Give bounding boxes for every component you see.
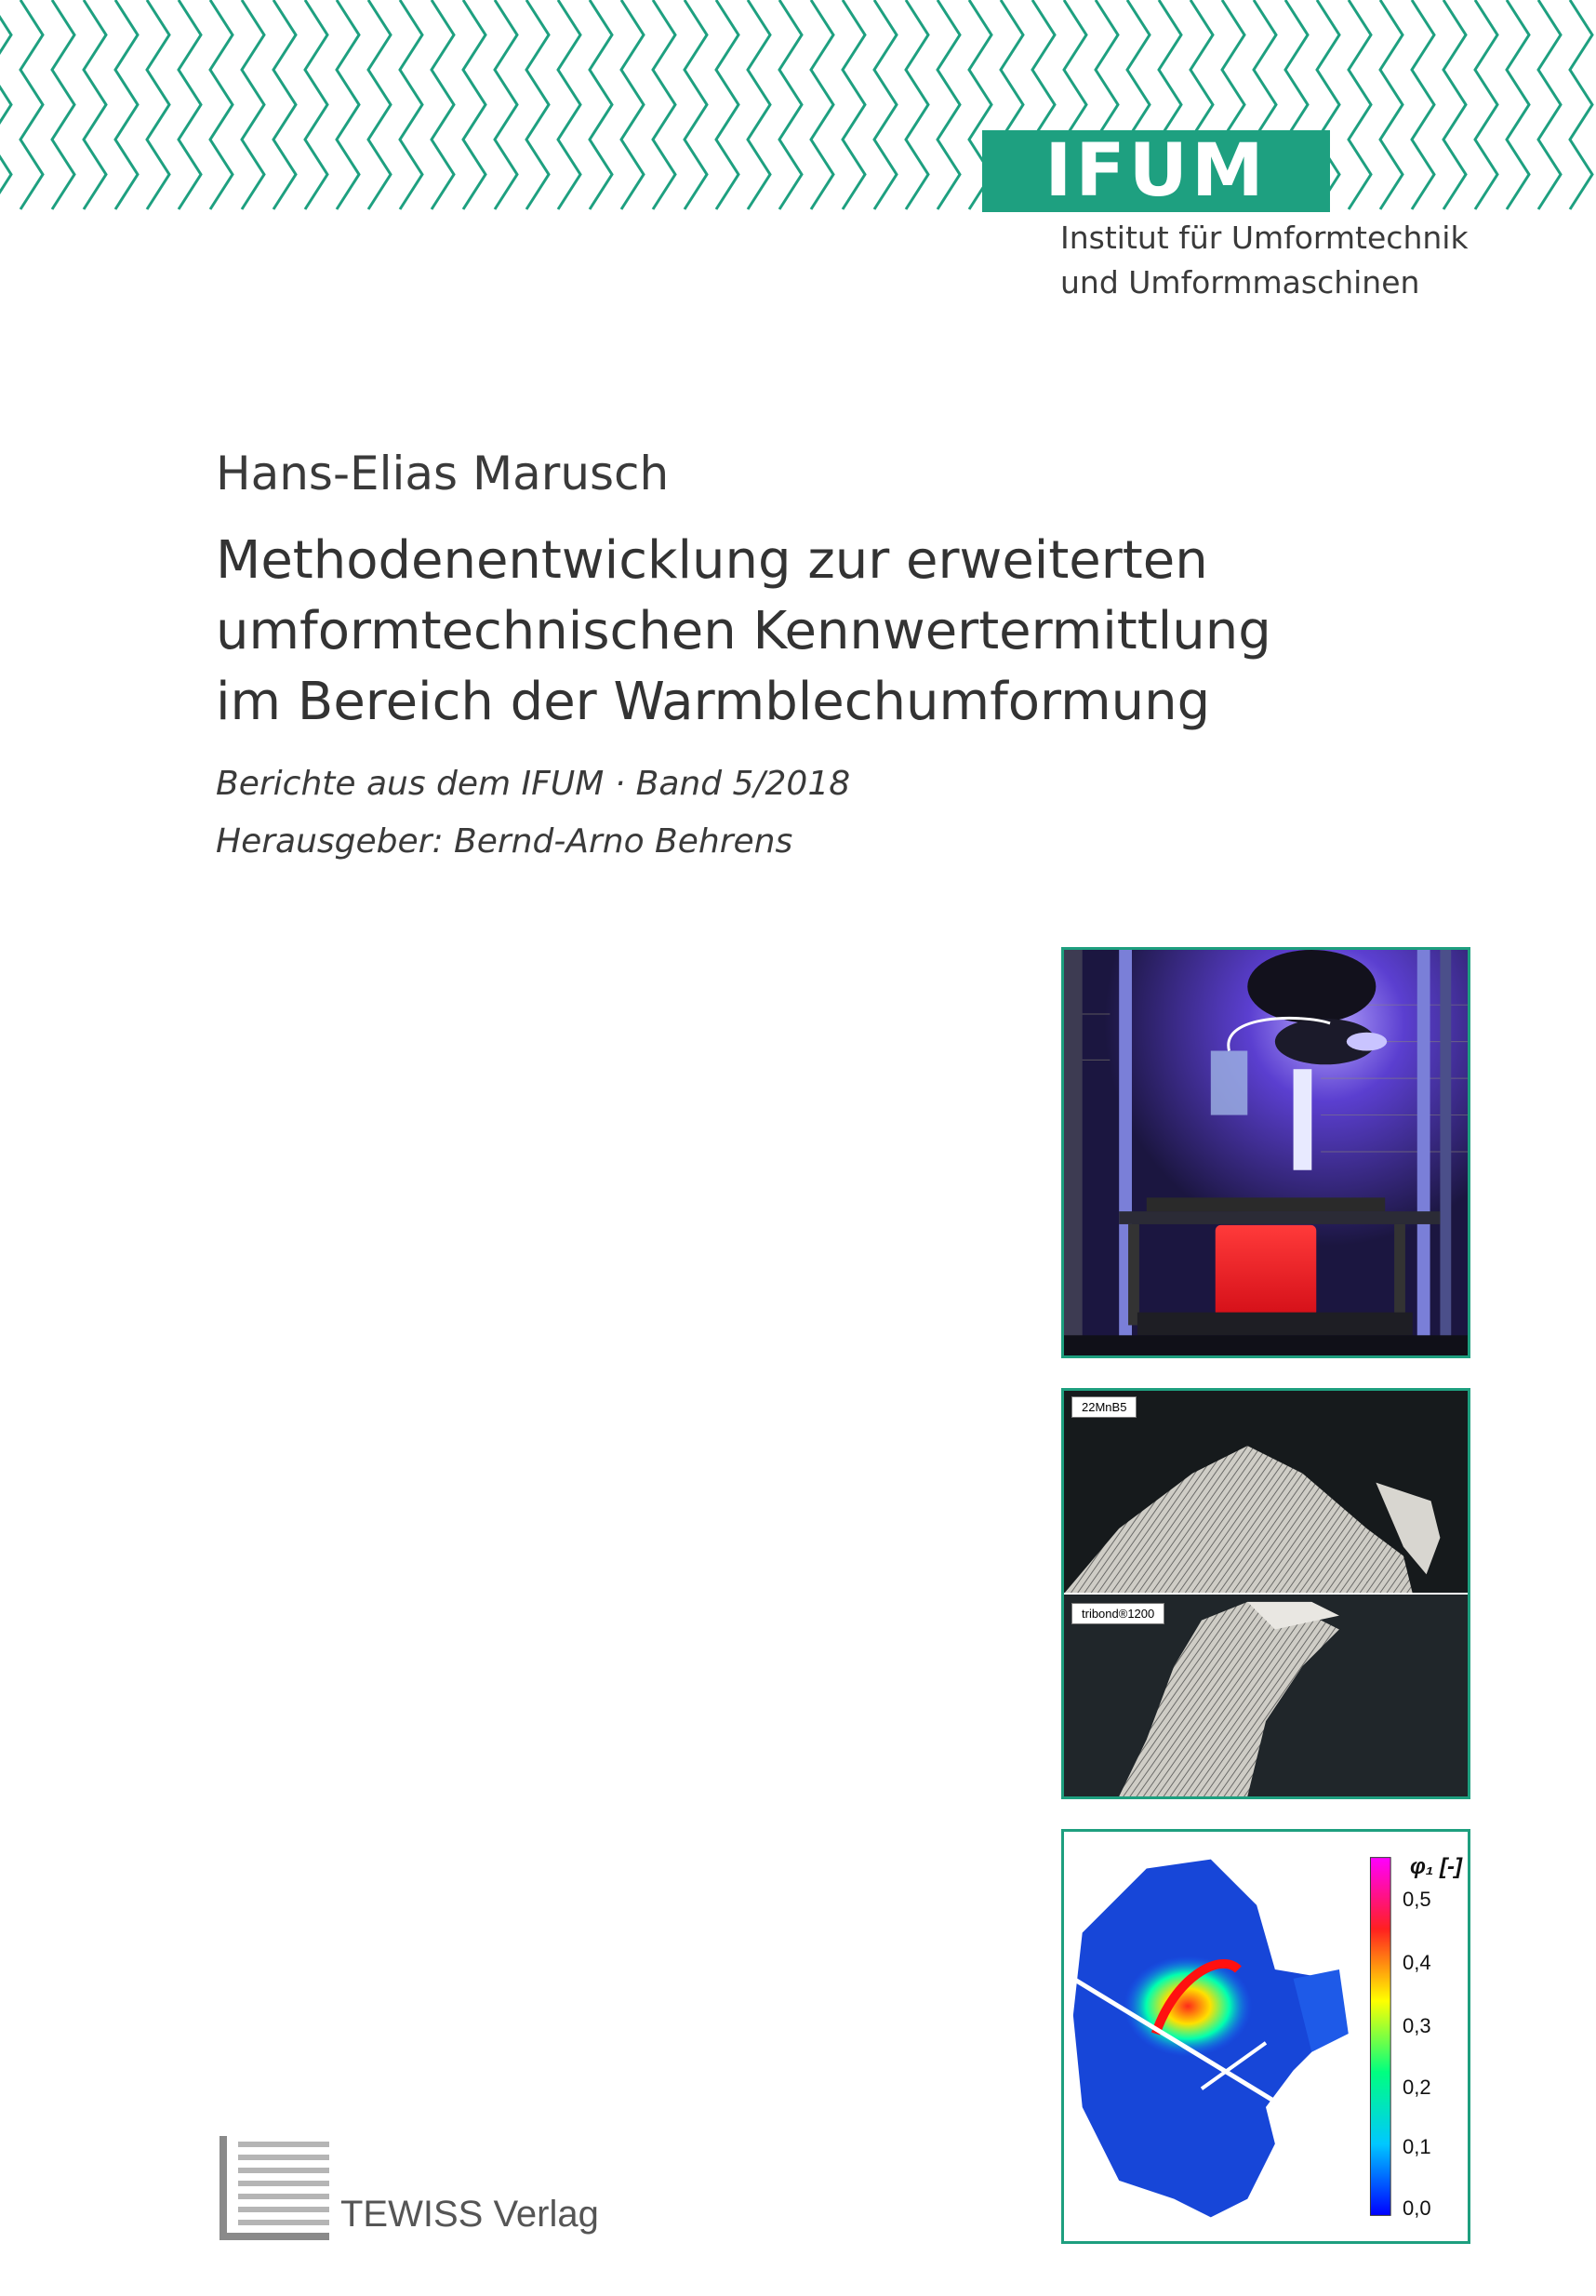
- series-info: Berichte aus dem IFUM · Band 5/2018: [216, 765, 851, 803]
- wave-line: [432, 0, 454, 209]
- wave-line: [1349, 0, 1371, 209]
- wave-line: [20, 0, 43, 209]
- wave-line: [938, 0, 960, 209]
- micrograph-label-22mnb5: 22MnB5: [1071, 1396, 1137, 1418]
- wave-line: [1507, 0, 1529, 209]
- micrograph-photo: [1061, 1388, 1470, 1799]
- book-title-line2: umformtechnischen Kennwertermittlung: [216, 601, 1271, 661]
- wave-line: [748, 0, 770, 209]
- wave-line: [1380, 0, 1403, 209]
- wave-line: [368, 0, 391, 209]
- strain-distribution-image: [1061, 1829, 1470, 2244]
- wave-line: [305, 0, 327, 209]
- colorbar-title: φ₁ [-]: [1410, 1854, 1462, 1879]
- wave-line: [210, 0, 233, 209]
- wave-line: [811, 0, 833, 209]
- wave-line: [874, 0, 897, 209]
- wave-line: [0, 0, 11, 209]
- editor-info: Herausgeber: Bernd-Arno Behrens: [216, 822, 793, 861]
- wave-line: [526, 0, 549, 209]
- wave-line: [1538, 0, 1561, 209]
- wave-line: [1443, 0, 1466, 209]
- wave-line: [400, 0, 422, 209]
- colorbar-tick: 0,5: [1403, 1888, 1431, 1911]
- institute-name-line1: Institut für Umformtechnik: [1060, 220, 1469, 256]
- ifum-logo: [982, 130, 1330, 212]
- wave-line: [337, 0, 359, 209]
- wave-line: [463, 0, 485, 209]
- wave-line: [115, 0, 138, 209]
- micrograph-illustration: [1064, 1391, 1468, 1796]
- wave-line: [685, 0, 707, 209]
- test-rig-photo: [1061, 947, 1470, 1358]
- publisher-name: TEWISS Verlag: [340, 2194, 599, 2235]
- colorbar-tick: 0,0: [1403, 2196, 1431, 2220]
- wave-line: [495, 0, 517, 209]
- wave-line: [147, 0, 169, 209]
- book-title-line1: Methodenentwicklung zur erweiterten: [216, 530, 1208, 591]
- test-rig-illustration: [1064, 950, 1468, 1355]
- wave-line: [843, 0, 865, 209]
- colorbar-tick: 0,2: [1403, 2076, 1431, 2099]
- institute-name-line2: und Umformmaschinen: [1060, 264, 1420, 300]
- wave-line: [558, 0, 580, 209]
- wave-line: [179, 0, 201, 209]
- wave-line: [653, 0, 675, 209]
- author-name: Hans-Elias Marusch: [216, 447, 670, 501]
- colorbar-tick: 0,4: [1403, 1951, 1431, 1974]
- wave-line: [1412, 0, 1434, 209]
- wave-line: [716, 0, 738, 209]
- colorbar-tick: 0,3: [1403, 2014, 1431, 2037]
- wave-line: [273, 0, 296, 209]
- wave-line: [590, 0, 612, 209]
- book-title-line3: im Bereich der Warmblechumformung: [216, 672, 1211, 732]
- wave-line: [779, 0, 802, 209]
- colorbar-tick: 0,1: [1403, 2135, 1431, 2158]
- wave-line: [1475, 0, 1497, 209]
- tewiss-logo-icon: [219, 2136, 329, 2240]
- ifum-logo-text: IFUM: [1044, 129, 1268, 213]
- wave-line: [52, 0, 74, 209]
- wave-line: [1570, 0, 1592, 209]
- wave-line: [84, 0, 106, 209]
- micrograph-label-tribond: tribond®1200: [1071, 1603, 1164, 1624]
- wave-line: [242, 0, 264, 209]
- wave-pattern: [0, 0, 1596, 219]
- wave-line: [621, 0, 644, 209]
- wave-line: [906, 0, 928, 209]
